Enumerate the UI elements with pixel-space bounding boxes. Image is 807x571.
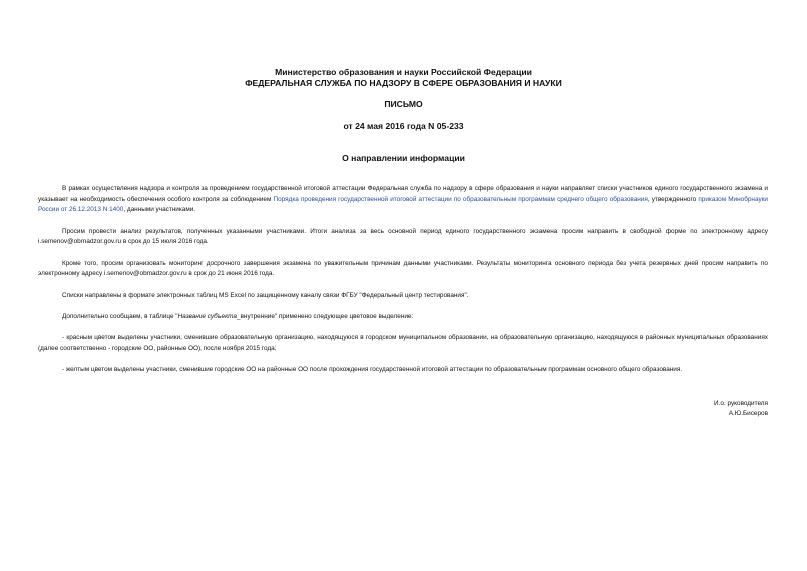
ministry-title: Министерство образования и науки Российской Федерации <box>275 67 532 77</box>
document-date-number: от 24 мая 2016 года N 05-233 <box>343 121 464 131</box>
paragraph-2: Просим провести анализ результатов, полученных указанными участниками. Итоги анализа за весь основной период единого государственного экзамена просим направить в свободной форме по электронному адресу i.semenov@obrnadzor.gov.ru в срок до 15 июля 2016 года. <box>38 227 768 246</box>
paragraph-4: Списки направлены в формате электронных таблиц MS Excel по защищенному каналу связи ФГБУ "Федеральный центр тестирования". <box>62 291 469 299</box>
order-link[interactable]: приказом Минобрнауки России от 26.12.2013 N 1400 <box>38 195 768 214</box>
signatory-position: И.о. руководителя <box>714 400 768 407</box>
paragraph-5-text-before: Дополнительно сообщаем, в таблице " <box>62 312 178 320</box>
service-title: ФЕДЕРАЛЬНАЯ СЛУЖБА ПО НАДЗОРУ В СФЕРЕ ОБРАЗОВАНИЯ И НАУКИ <box>245 78 562 88</box>
signatory-name: А.Ю.Бисеров <box>728 410 768 417</box>
paragraph-1-text-before: В рамках осуществления надзора и контроля за проведением государственной итоговой аттестации Федеральная служба по надзору в сфере образования и науки направляет списки участников единого государственного экзамена и указывает на необходимость обеспечения особого контроля за соблюдением <box>38 185 768 203</box>
paragraph-7: - желтым цветом выделены участники, сменившие городские ОО на районные ОО после прохождения государственной итоговой аттестации по образовательным программам основного общего образования. <box>62 366 683 374</box>
document-subject: О направлении информации <box>342 153 465 163</box>
paragraph-5-text-after: _внутренние" применено следующее цветовое выделение: <box>236 312 414 320</box>
document-type: ПИСЬМО <box>384 99 423 109</box>
paragraph-1 <box>38 184 768 216</box>
letter-body <box>38 184 768 376</box>
paragraph-6: - красным цветом выделены участники, сменившие образовательную организацию, находящуюся в городском муниципальном образовании, на образовательную организацию, находящуюся в районных муниципальных образованиях (далее соответственно - городские ОО, районные ОО), после ноября 2015 года; <box>38 334 768 352</box>
paragraph-5 <box>38 312 768 323</box>
paragraph-1-text-after: , данными участниками. <box>123 206 196 214</box>
procedure-link[interactable]: Порядка проведения государственной итоговой аттестации по образовательным программам среднего общего образования <box>273 195 648 203</box>
paragraph-1-text-middle: , утвержденного <box>647 195 699 203</box>
paragraph-3: Кроме того, просим организовать мониторинг досрочного завершения экзамена по уважительным причинам данными участниками. Результаты мониторинга основного периода без учета резервных дней просим направить по электронному адресу i.semenov@obmadzor.gov.ru в срок до 21 июня 2016 года. <box>38 259 768 278</box>
paragraph-5-italic: Название субъекта <box>177 312 237 320</box>
